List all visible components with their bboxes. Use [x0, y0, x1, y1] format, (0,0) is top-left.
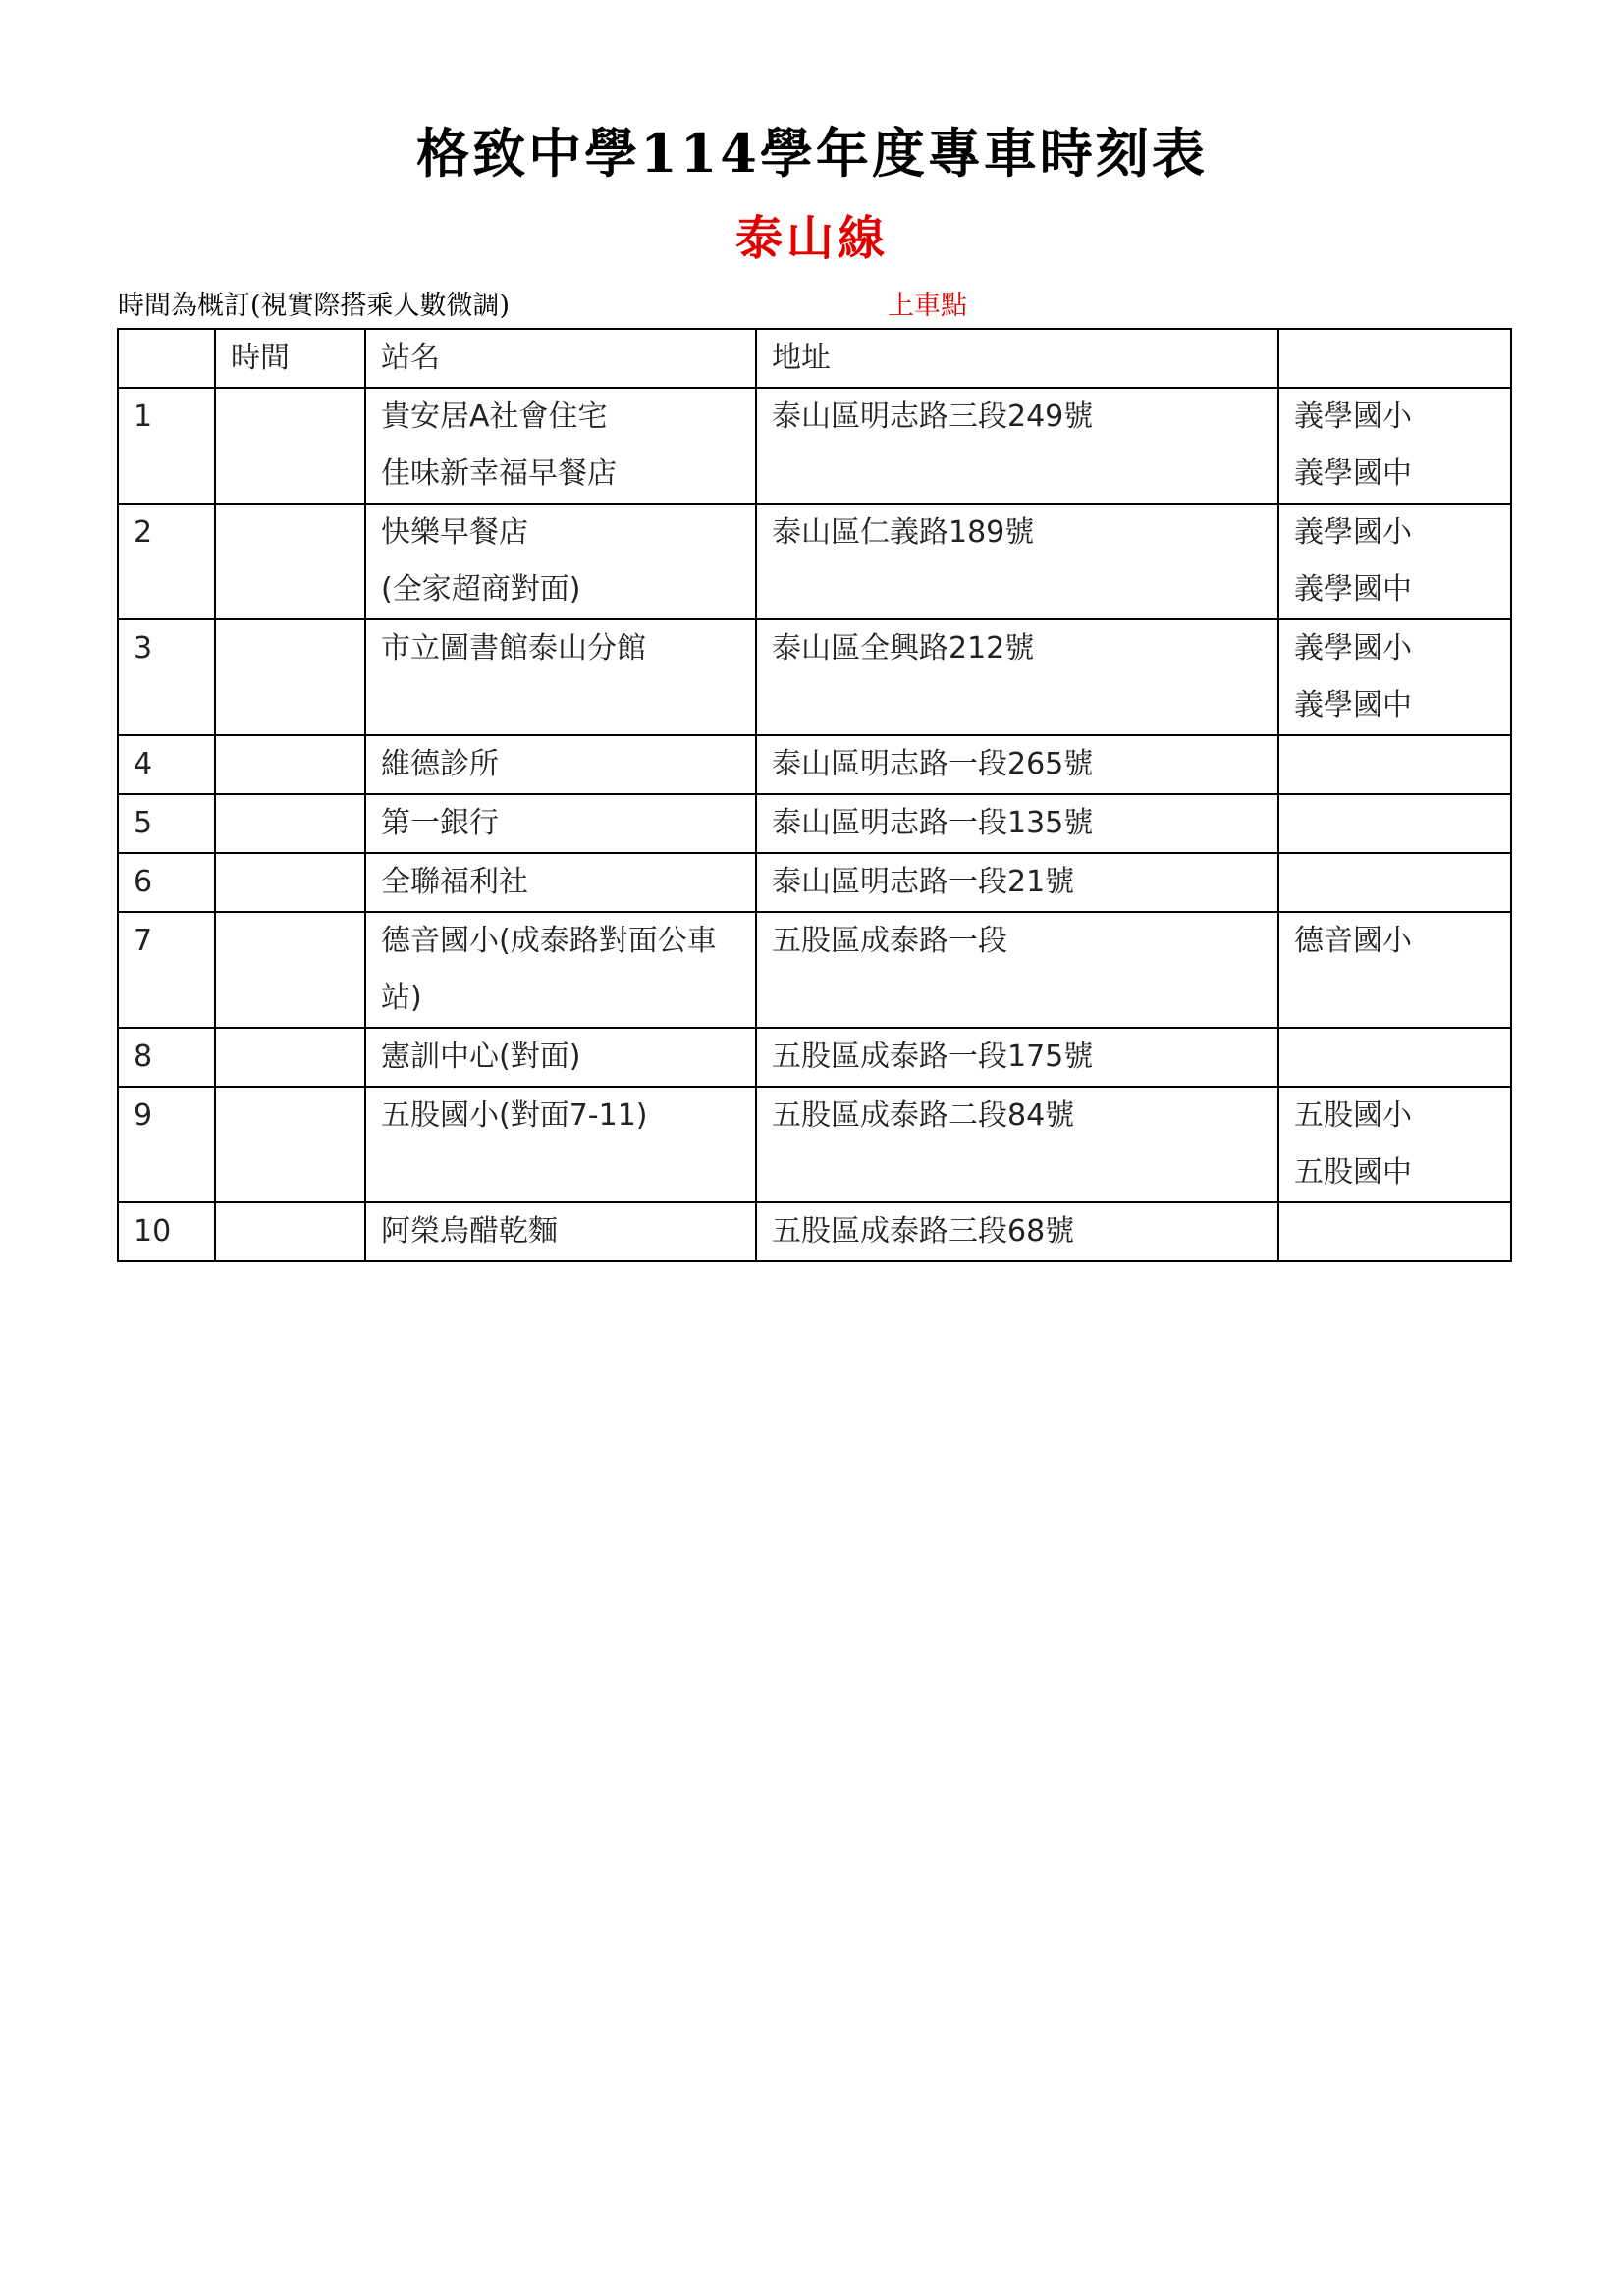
row-station — [365, 504, 756, 619]
school-name: 義學國小 — [1294, 631, 1412, 666]
table-row — [118, 853, 1511, 912]
table-row — [118, 1028, 1511, 1087]
school-name: 五股國小 — [1294, 1098, 1412, 1133]
table-row — [118, 1202, 1511, 1261]
row-address: 五股區成泰路一段 — [756, 912, 1278, 1028]
station-name-line: 快樂早餐店 — [381, 515, 528, 550]
station-name-line: 貴安居A社會住宅 — [381, 400, 608, 434]
row-school — [1278, 735, 1511, 794]
header-station: 站名 — [365, 329, 756, 388]
row-time — [215, 388, 365, 504]
school-name: 義學國小 — [1294, 515, 1412, 550]
row-number: 5 — [118, 794, 215, 853]
row-number: 2 — [118, 504, 215, 619]
table-row — [118, 388, 1511, 504]
row-station: 第一銀行 — [365, 794, 756, 853]
row-time — [215, 794, 365, 853]
row-address: 泰山區明志路一段135號 — [756, 794, 1278, 853]
row-address: 五股區成泰路一段175號 — [756, 1028, 1278, 1087]
row-school — [1278, 1087, 1511, 1202]
row-station: 五股國小(對面7-11) — [365, 1087, 756, 1202]
row-address: 五股區成泰路二段84號 — [756, 1087, 1278, 1202]
row-station: 憲訓中心(對面) — [365, 1028, 756, 1087]
row-address: 泰山區明志路一段21號 — [756, 853, 1278, 912]
row-school — [1278, 1028, 1511, 1087]
row-address: 泰山區全興路212號 — [756, 619, 1278, 735]
row-school — [1278, 504, 1511, 619]
school-name: 義學國中 — [1294, 688, 1412, 722]
row-number: 1 — [118, 388, 215, 504]
row-number: 4 — [118, 735, 215, 794]
school-name: 五股國中 — [1294, 1155, 1412, 1190]
row-address: 泰山區明志路三段249號 — [756, 388, 1278, 504]
schedule-note: 時間為概訂(視實際搭乘人數微調) — [118, 291, 511, 321]
row-time — [215, 1202, 365, 1261]
row-station: 維德診所 — [365, 735, 756, 794]
row-time — [215, 619, 365, 735]
header-time: 時間 — [215, 329, 365, 388]
table-row — [118, 619, 1511, 735]
row-time — [215, 912, 365, 1028]
row-school — [1278, 794, 1511, 853]
row-number: 9 — [118, 1087, 215, 1202]
row-time — [215, 504, 365, 619]
header-school — [1278, 329, 1511, 388]
header-address: 地址 — [756, 329, 1278, 388]
row-number: 10 — [118, 1202, 215, 1261]
row-number: 7 — [118, 912, 215, 1028]
row-station: 德音國小(成泰路對面公車站) — [365, 912, 756, 1028]
table-row — [118, 794, 1511, 853]
row-number: 8 — [118, 1028, 215, 1087]
row-school: 德音國小 — [1278, 912, 1511, 1028]
row-time — [215, 1087, 365, 1202]
row-station: 阿榮烏醋乾麵 — [365, 1202, 756, 1261]
table-row — [118, 1087, 1511, 1202]
row-school — [1278, 388, 1511, 504]
table-row — [118, 912, 1511, 1028]
row-station: 市立圖書館泰山分館 — [365, 619, 756, 735]
row-station — [365, 388, 756, 504]
table-header-row — [118, 329, 1511, 388]
station-name-line: (全家超商對面) — [381, 572, 581, 607]
school-name: 義學國中 — [1294, 456, 1412, 491]
row-time — [215, 853, 365, 912]
row-time — [215, 1028, 365, 1087]
row-number: 6 — [118, 853, 215, 912]
schedule-table — [117, 328, 1512, 1262]
row-school — [1278, 1202, 1511, 1261]
school-name: 義學國中 — [1294, 572, 1412, 607]
row-number: 3 — [118, 619, 215, 735]
row-address: 五股區成泰路三段68號 — [756, 1202, 1278, 1261]
row-address: 泰山區明志路一段265號 — [756, 735, 1278, 794]
row-time — [215, 735, 365, 794]
header-number — [118, 329, 215, 388]
station-name-line: 佳味新幸福早餐店 — [381, 456, 617, 491]
row-station: 全聯福利社 — [365, 853, 756, 912]
row-address: 泰山區仁義路189號 — [756, 504, 1278, 619]
table-row — [118, 504, 1511, 619]
table-row — [118, 735, 1511, 794]
boarding-point-label: 上車點 — [888, 291, 967, 321]
page-title: 格致中學114學年度專車時刻表 — [416, 122, 1208, 185]
route-title: 泰山線 — [734, 211, 889, 266]
school-name: 義學國小 — [1294, 400, 1412, 434]
row-school — [1278, 619, 1511, 735]
row-school — [1278, 853, 1511, 912]
